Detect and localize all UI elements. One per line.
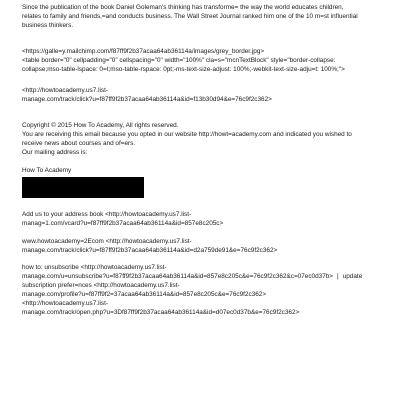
- unsubscribe-line-1[interactable]: how to: unsubscribe <http://howtoacademy.us7.list-: [22, 264, 167, 272]
- html-snippet-paragraph: [22, 48, 384, 75]
- footer-paragraph: [22, 122, 384, 158]
- image-url-text: <https://galle=y.mailchimp.com/f87ff9f2b37acaa64ab36114a/images/grey_border.jpg>: [22, 47, 265, 55]
- address-block: [22, 167, 384, 198]
- vcard-paragraph: [22, 211, 384, 229]
- email-document: [22, 4, 384, 318]
- organization-name: How To Academy: [22, 166, 72, 174]
- update-preferences-label[interactable]: update: [342, 273, 363, 281]
- mailing-address-label: Our mailing address is:: [22, 148, 88, 156]
- vcard-link-line-1[interactable]: Add us to your address book <http://howtoacademy.us7.list-: [22, 210, 192, 218]
- website-link-line-2[interactable]: manage.com/track/click?u=f87ff9f2b37acaa64ab36114a&id=d2a759de91&e=76c9f2c362>: [22, 246, 278, 254]
- opt-in-notice-line-1: You are receiving this email because you opted in our website http://howt=academy.com and indicated you wished to: [22, 131, 352, 139]
- link-separator: |: [337, 273, 339, 281]
- table-markup-line-1: <table border="0" cellpadding="0" cellspacing="0" width="100%" cla=s="mcnTextBlock" style="border-collapse:: [22, 56, 336, 64]
- preferences-link-line-1[interactable]: subscription prefer=nces <http://howtoacademy.us7.list-: [22, 282, 180, 290]
- table-markup-line-2: collapse;mso-table-lspace: 0=t;mso-table-rspace: 0pt;-ms-text-size-adjust: 100%;-webkit-text-size-adju=t: 100%;">: [22, 65, 345, 73]
- unsubscribe-line-2: [22, 273, 384, 282]
- opt-in-notice-line-2: receive news about courses and of=ers.: [22, 140, 136, 148]
- copyright-text: Copyright © 2015 How To Academy, All rights reserved.: [22, 122, 179, 130]
- open-tracking-link-line-1[interactable]: <http://howtoacademy.us7.list-: [22, 300, 109, 308]
- open-tracking-link-line-2[interactable]: manage.com/track/open.php?u=3Df87ff9f2b37acaa64ab36114a&id=d07ec0d37b&e=76c9f2c362>: [22, 308, 300, 316]
- unsubscribe-paragraph: [22, 264, 384, 317]
- unsubscribe-link[interactable]: manage.com/u=unsubscribe?u=f87ff9f2b37acaa64ab36114a&id=857e8c205c&e=76c9f2c362&c=07ec0d37b>: [22, 273, 334, 281]
- tracking-link-line-2[interactable]: manage.com/track/click?u=f87ff9f2b37acaa64ab36114a&id=f13b30d94&e=76c9f2c362>: [22, 96, 272, 104]
- tracking-link-line-1[interactable]: <http://howtoacademy.us7.list-: [22, 87, 109, 95]
- tracking-link-paragraph: [22, 87, 384, 105]
- redacted-address-block: [22, 177, 144, 198]
- website-link-line-1[interactable]: www.howtoacademy=2Ecom <http://howtoacademy.us7.list-: [22, 237, 192, 245]
- intro-line-2: relates to family and friends,=and conducts business. The Wall Street Journal ranked him one of the 10 m=st influential: [22, 12, 358, 20]
- website-paragraph: [22, 238, 384, 256]
- intro-paragraph: [22, 4, 384, 31]
- intro-line-3: business thinkers.: [22, 21, 74, 29]
- preferences-link-line-2[interactable]: manage.com/profile?u=f87ff9f2=37acaa64ab36114a&id=857e8c205c&e=76c9f2c362>: [22, 291, 267, 299]
- vcard-link-line-2[interactable]: manag=1.com/vcard?u=f87ff9f2b37acaa64ab36114a&id=857e8c205c>: [22, 219, 224, 227]
- intro-line-1: Since the publication of the book Daniel Goleman's thinking has transforme= the way the world educates children,: [22, 4, 344, 11]
